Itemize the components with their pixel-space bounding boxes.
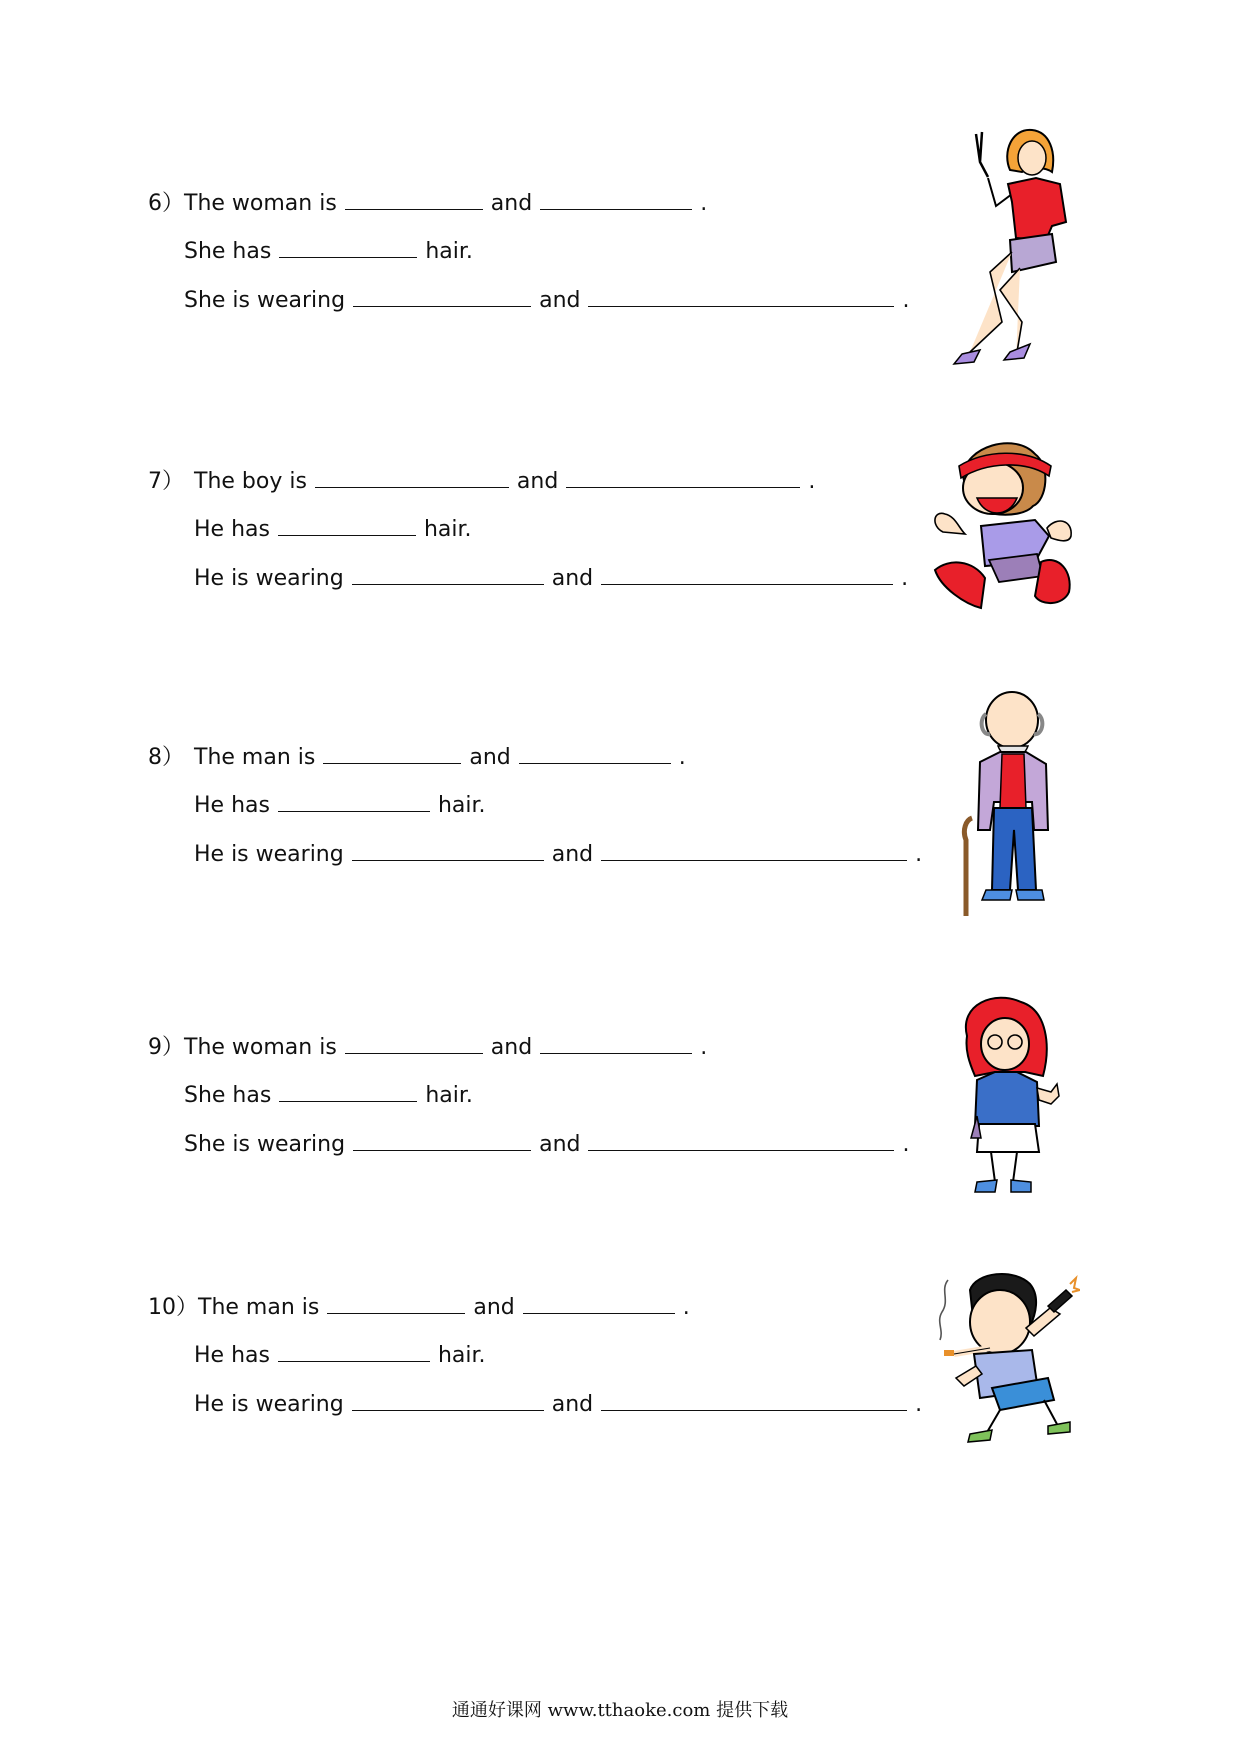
item-10-line-1 (148, 1290, 690, 1321)
answer-blank[interactable] (278, 513, 416, 536)
sentence-text: The man is (194, 745, 316, 770)
item-7-line-3 (194, 562, 908, 591)
answer-blank[interactable] (345, 1031, 483, 1054)
item-8-line-2 (194, 789, 486, 818)
answer-blank[interactable] (566, 465, 800, 488)
answer-blank[interactable] (278, 1339, 430, 1362)
sentence-text: The boy is (194, 469, 307, 494)
sentence-text: He is wearing (194, 566, 344, 591)
answer-blank[interactable] (315, 465, 509, 488)
sentence-text: hair. (423, 517, 472, 542)
item-number: 6） (148, 191, 184, 216)
item-number: 9） (148, 1035, 184, 1060)
sentence-text: He has (194, 517, 270, 542)
sentence-text: . (682, 1295, 690, 1320)
sentence-text: . (808, 469, 816, 494)
sentence-text: The man is (198, 1295, 320, 1320)
sentence-text: and (469, 745, 511, 770)
answer-blank[interactable] (352, 838, 544, 861)
sentence-text: and (551, 566, 594, 591)
sentence-text: and (490, 191, 533, 216)
sentence-text: . (901, 566, 909, 591)
answer-blank[interactable] (352, 562, 544, 585)
sentence-text: . (902, 1132, 910, 1157)
sentence-text: . (678, 745, 686, 770)
sentence-text: She has (184, 239, 272, 264)
answer-blank[interactable] (279, 235, 417, 258)
answer-blank[interactable] (540, 1031, 692, 1054)
item-7-line-1 (148, 464, 815, 495)
item-9-line-1 (148, 1030, 707, 1061)
item-7-line-2 (194, 513, 472, 542)
running-boy-icon (925, 436, 1085, 616)
red-haired-woman-icon (955, 996, 1065, 1206)
item-6-line-3 (184, 284, 909, 313)
sentence-text: . (902, 288, 910, 313)
answer-blank[interactable] (352, 1388, 544, 1411)
sentence-text: She is wearing (184, 1132, 346, 1157)
sentence-text: and (551, 1392, 594, 1417)
sentence-text: He is wearing (194, 842, 344, 867)
sentence-text: and (473, 1295, 515, 1320)
item-number: 10） (148, 1295, 198, 1320)
answer-blank[interactable] (353, 1128, 531, 1151)
item-10-line-3 (194, 1388, 922, 1417)
answer-blank[interactable] (601, 562, 893, 585)
answer-blank[interactable] (540, 187, 692, 210)
sentence-text: She has (184, 1083, 272, 1108)
old-man-with-cane-icon (960, 690, 1060, 920)
sentence-text: hair. (437, 1343, 486, 1368)
item-9-line-3 (184, 1128, 909, 1157)
sentence-text: . (915, 1392, 923, 1417)
answer-blank[interactable] (519, 741, 671, 764)
item-9-line-2 (184, 1079, 473, 1108)
answer-blank[interactable] (279, 1079, 417, 1102)
answer-blank[interactable] (327, 1291, 465, 1314)
answer-blank[interactable] (278, 789, 430, 812)
item-8-line-3 (194, 838, 922, 867)
sentence-text: and (539, 1132, 581, 1157)
sentence-text: and (539, 288, 581, 313)
smoking-man-icon (930, 1270, 1080, 1450)
item-6-line-1 (148, 186, 707, 217)
sentence-text: She is wearing (184, 288, 346, 313)
woman-in-red-icon (940, 122, 1070, 372)
sentence-text: hair. (437, 793, 486, 818)
answer-blank[interactable] (601, 1388, 907, 1411)
sentence-text: The woman is (184, 191, 337, 216)
sentence-text: . (700, 191, 708, 216)
sentence-text: . (700, 1035, 708, 1060)
item-8-line-1 (148, 740, 686, 771)
sentence-text: He has (194, 793, 270, 818)
sentence-text: hair. (425, 1083, 473, 1108)
item-10-line-2 (194, 1339, 486, 1368)
sentence-text: He is wearing (194, 1392, 344, 1417)
sentence-text: The woman is (184, 1035, 337, 1060)
sentence-text: He has (194, 1343, 270, 1368)
answer-blank[interactable] (588, 284, 894, 307)
sentence-text: and (551, 842, 594, 867)
answer-blank[interactable] (523, 1291, 675, 1314)
answer-blank[interactable] (345, 187, 483, 210)
sentence-text: and (516, 469, 559, 494)
answer-blank[interactable] (353, 284, 531, 307)
sentence-text: hair. (425, 239, 473, 264)
sentence-text: . (915, 842, 923, 867)
answer-blank[interactable] (323, 741, 461, 764)
answer-blank[interactable] (588, 1128, 894, 1151)
item-6-line-2 (184, 235, 473, 264)
item-number: 7） (148, 469, 184, 494)
answer-blank[interactable] (601, 838, 907, 861)
item-number: 8） (148, 745, 184, 770)
sentence-text: and (490, 1035, 533, 1060)
footer-credit: 通通好课网 www.tthaoke.com 提供下载 (451, 1700, 789, 1721)
